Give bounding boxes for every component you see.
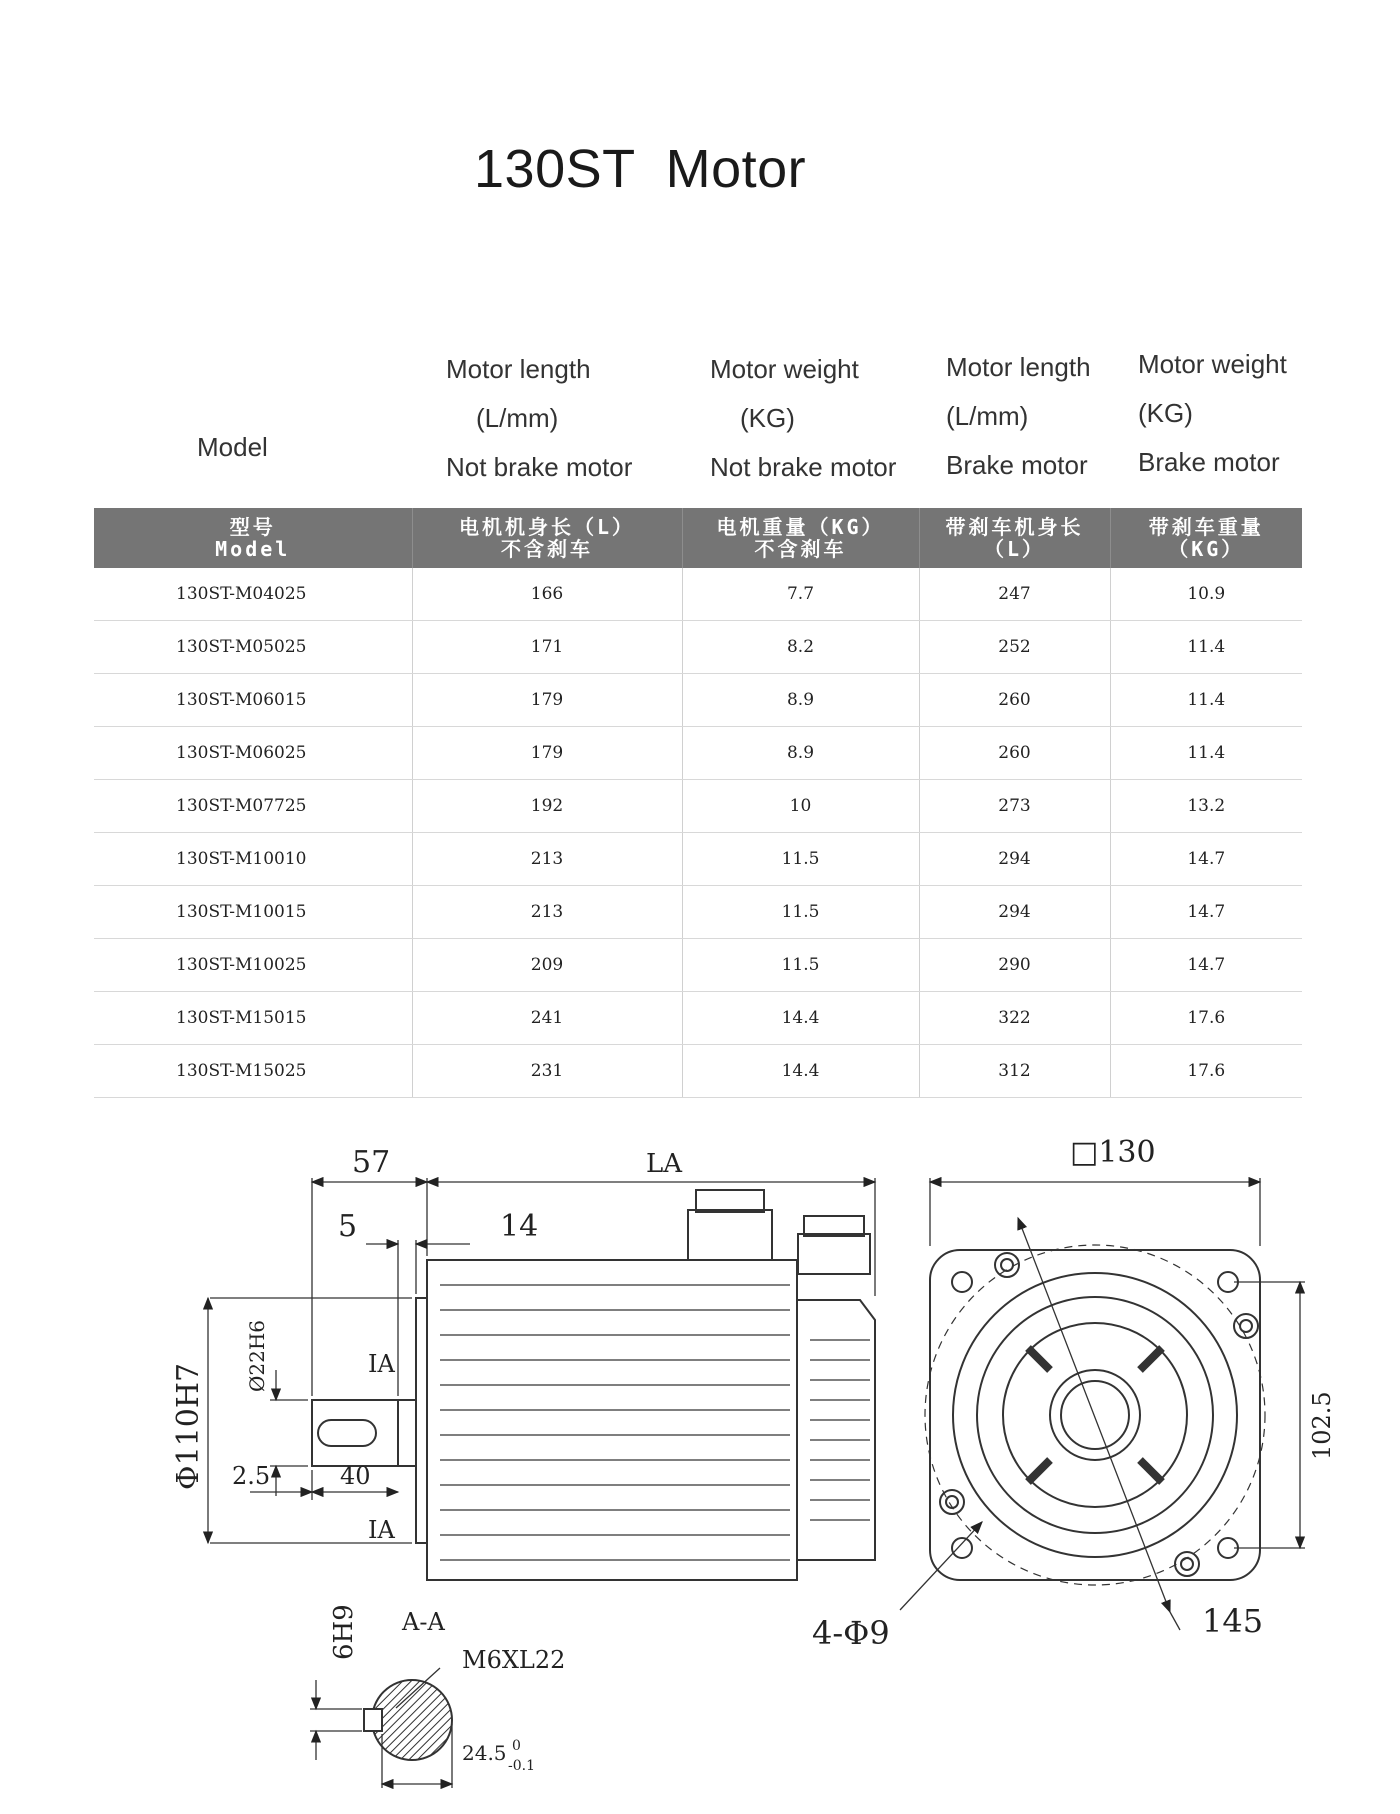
value-cell: 322: [919, 992, 1110, 1045]
spec-table: [94, 508, 1302, 1098]
dim-14: 14: [500, 1209, 539, 1244]
value-cell: 209: [412, 939, 682, 992]
th-weight-no-brake: 电机重量（KG） 不含刹车: [682, 508, 919, 568]
value-cell: 213: [412, 886, 682, 939]
value-cell: 247: [919, 568, 1110, 621]
motor-flange: [416, 1298, 427, 1543]
value-cell: 290: [919, 939, 1110, 992]
value-cell: 11.4: [1110, 674, 1302, 727]
col-weight-brake-header: [1138, 340, 1287, 487]
table-row: [94, 833, 1302, 886]
dim-2-5: 2.5: [232, 1462, 271, 1490]
encoder-cover: [797, 1300, 875, 1560]
dim-102-5: 102.5: [1308, 1391, 1336, 1460]
model-cell: 130ST-M15025: [94, 1045, 412, 1098]
value-cell: 14.7: [1110, 886, 1302, 939]
dim-holes: 4-Φ9: [812, 1614, 890, 1652]
header-line: (L/mm): [476, 403, 559, 433]
model-cell: 130ST-M15015: [94, 992, 412, 1045]
value-cell: 11.5: [682, 939, 919, 992]
tol-upper: 0: [512, 1738, 521, 1754]
table-row: [94, 992, 1302, 1045]
motor-shaft: [312, 1400, 416, 1466]
shaft-section: [372, 1680, 452, 1760]
value-cell: 252: [919, 621, 1110, 674]
value-cell: 14.4: [682, 1045, 919, 1098]
header-line: Motor weight: [710, 354, 859, 384]
value-cell: 231: [412, 1045, 682, 1098]
col-length-brake-header: [946, 343, 1091, 490]
value-cell: 241: [412, 992, 682, 1045]
value-cell: 179: [412, 727, 682, 780]
value-cell: 11.5: [682, 833, 919, 886]
model-cell: 130ST-M06015: [94, 674, 412, 727]
model-cell: 130ST-M07725: [94, 780, 412, 833]
value-cell: 312: [919, 1045, 1110, 1098]
table-header-row: [94, 508, 1302, 568]
table-row: [94, 1045, 1302, 1098]
page-title: 130ST Motor: [474, 139, 807, 199]
tol-lower: -0.1: [508, 1758, 535, 1774]
value-cell: 166: [412, 568, 682, 621]
value-cell: 17.6: [1110, 1045, 1302, 1098]
table-row: [94, 674, 1302, 727]
value-cell: 8.9: [682, 727, 919, 780]
table-row: [94, 727, 1302, 780]
value-cell: 260: [919, 727, 1110, 780]
front-flange: [930, 1250, 1260, 1580]
header-line: Not brake motor: [446, 452, 633, 482]
dim-145: 145: [1202, 1602, 1264, 1640]
th-length-brake: 带刹车机身长 （L）: [919, 508, 1110, 568]
header-line: (KG): [1138, 398, 1193, 428]
motor-dimension-drawing: [140, 1120, 1340, 1800]
value-cell: 17.6: [1110, 992, 1302, 1045]
value-cell: 14.7: [1110, 939, 1302, 992]
th-weight-brake: 带刹车重量 （KG）: [1110, 508, 1302, 568]
power-connector: [688, 1210, 772, 1260]
value-cell: 273: [919, 780, 1110, 833]
value-cell: 8.9: [682, 674, 919, 727]
table-row: [94, 621, 1302, 674]
header-line: Motor length: [446, 354, 591, 384]
table-row: [94, 568, 1302, 621]
section-mark-bottom: IA: [368, 1516, 395, 1544]
model-cell: 130ST-M10015: [94, 886, 412, 939]
col-weight-no-brake-header: [710, 345, 896, 492]
dim-thread: M6XL22: [462, 1646, 566, 1674]
value-cell: 11.4: [1110, 727, 1302, 780]
model-cell: 130ST-M10025: [94, 939, 412, 992]
model-cell: 130ST-M05025: [94, 621, 412, 674]
value-cell: 8.2: [682, 621, 919, 674]
value-cell: 7.7: [682, 568, 919, 621]
model-cell: 130ST-M06025: [94, 727, 412, 780]
dim-57: 57: [352, 1145, 391, 1180]
dim-24-5: 24.5: [462, 1741, 507, 1765]
encoder-connector: [798, 1234, 870, 1274]
table-row: [94, 780, 1302, 833]
dim-LA: LA: [646, 1149, 683, 1179]
th-model: 型号 Model: [94, 508, 412, 568]
dim-6H9: 6H9: [329, 1604, 359, 1660]
dim-phi110: Φ110H7: [171, 1362, 206, 1490]
value-cell: 14.7: [1110, 833, 1302, 886]
value-cell: 294: [919, 886, 1110, 939]
col-length-no-brake-header: [446, 345, 632, 492]
value-cell: 10.9: [1110, 568, 1302, 621]
model-cell: 130ST-M10010: [94, 833, 412, 886]
dim-40: 40: [340, 1462, 371, 1490]
header-line: (KG): [740, 403, 795, 433]
section-mark-top: IA: [368, 1350, 395, 1378]
value-cell: 260: [919, 674, 1110, 727]
model-header-english: Model: [197, 432, 268, 462]
value-cell: 213: [412, 833, 682, 886]
header-line: Motor length: [946, 352, 1091, 382]
header-line: Brake motor: [946, 450, 1088, 480]
dim-phi22: Ø22H6: [245, 1319, 269, 1392]
header-line: (L/mm): [946, 401, 1029, 431]
motor-body: [427, 1260, 797, 1580]
front-outer-circle: [953, 1273, 1237, 1557]
value-cell: 10: [682, 780, 919, 833]
table-row: [94, 886, 1302, 939]
value-cell: 192: [412, 780, 682, 833]
header-line: Brake motor: [1138, 447, 1280, 477]
table-row: [94, 939, 1302, 992]
value-cell: 13.2: [1110, 780, 1302, 833]
value-cell: 171: [412, 621, 682, 674]
dim-5: 5: [338, 1209, 358, 1244]
value-cell: 294: [919, 833, 1110, 886]
value-cell: 11.5: [682, 886, 919, 939]
header-line: Motor weight: [1138, 349, 1287, 379]
body-fins: [440, 1285, 790, 1560]
value-cell: 14.4: [682, 992, 919, 1045]
value-cell: 179: [412, 674, 682, 727]
dim-square-130: □130: [1070, 1135, 1156, 1170]
header-line: Not brake motor: [710, 452, 897, 482]
th-length-no-brake: 电机机身长（L） 不含刹车: [412, 508, 682, 568]
value-cell: 11.4: [1110, 621, 1302, 674]
model-cell: 130ST-M04025: [94, 568, 412, 621]
section-label: A-A: [402, 1608, 445, 1636]
